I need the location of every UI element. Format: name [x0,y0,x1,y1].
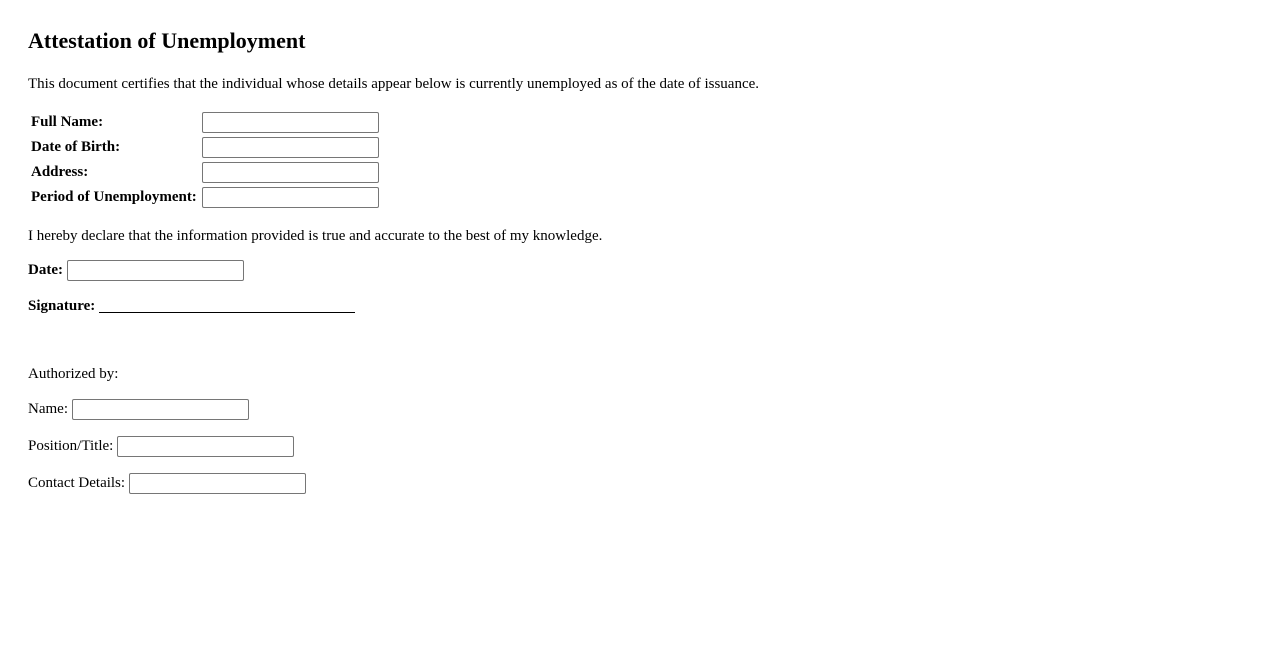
full-name-label: Full Name: [31,114,104,130]
signature-label: Signature: [28,298,96,315]
authorizer-name-label: Name: [28,401,68,418]
date-input[interactable] [67,260,244,281]
date-of-birth-input[interactable] [202,137,379,158]
authorizer-name-row [28,399,249,420]
date-label: Date: [28,262,63,279]
contact-details-row [28,473,306,494]
address-label: Address: [31,164,89,180]
date-of-birth-label: Date of Birth: [31,139,121,155]
signature-row [28,296,355,317]
declaration-text: I hereby declare that the information provided is true and accurate to the best of my knowledge. [28,228,603,244]
contact-details-label: Contact Details: [28,475,126,492]
period-of-unemployment-input[interactable] [202,187,379,208]
period-of-unemployment-label: Period of Unemployment: [31,189,197,205]
authorizer-name-input[interactable] [72,399,249,420]
intro-paragraph: This document certifies that the individual whose details appear below is currently unemployed as of the date of issuance. [28,76,760,92]
position-title-row [28,436,294,457]
signature-line[interactable] [99,296,355,313]
authorized-by-heading: Authorized by: [28,366,119,382]
full-name-row [30,111,380,134]
date-of-birth-row [30,136,380,159]
contact-details-input[interactable] [129,473,306,494]
address-input[interactable] [202,162,379,183]
address-row [30,161,380,184]
position-title-label: Position/Title: [28,438,114,455]
period-of-unemployment-row [30,186,380,209]
personal-details-table [28,109,382,211]
date-row [28,260,244,281]
page-title: Attestation of Unemployment [28,28,306,53]
full-name-input[interactable] [202,112,379,133]
position-title-input[interactable] [117,436,294,457]
